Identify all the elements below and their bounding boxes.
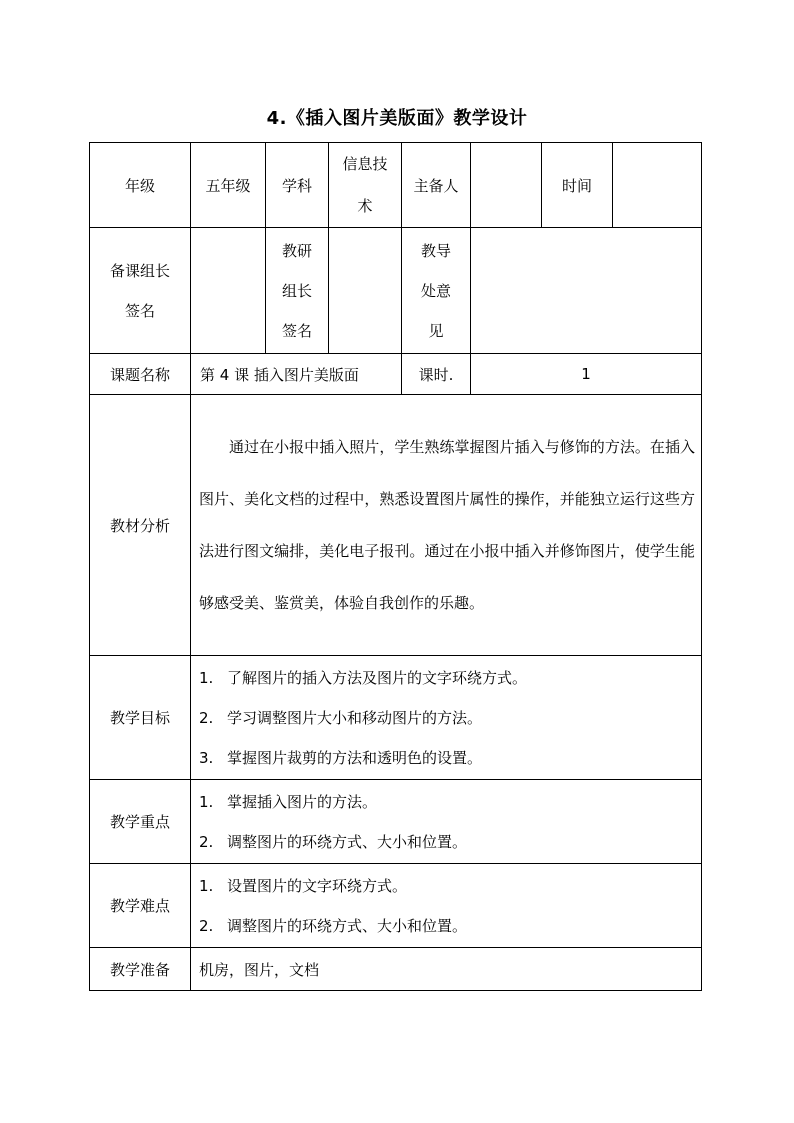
leader-sign-value bbox=[191, 228, 266, 354]
preparation-label: 教学准备 bbox=[90, 948, 191, 991]
key-points-label: 教学重点 bbox=[90, 780, 191, 864]
document-title: 4.《插入图片美版面》教学设计 bbox=[266, 108, 528, 129]
period-value: 1 bbox=[471, 354, 702, 395]
table-row-objectives bbox=[90, 656, 702, 780]
analysis-label: 教材分析 bbox=[90, 395, 191, 656]
lesson-plan-table bbox=[89, 142, 702, 991]
difficulties-label: 教学难点 bbox=[90, 864, 191, 948]
analysis-text: 通过在小报中插入照片，学生熟练掌握图片插入与修饰的方法。在插入图片、美化文档的过程中，熟悉设置图片属性的操作，并能独立运行这些方法进行图文编排，美化电子报刊。通过在小报中插入并修饰图片，使学生能够感受美、鉴赏美，体验自我创作的乐趣。 bbox=[191, 395, 702, 656]
preparer-value bbox=[471, 143, 542, 228]
table-row-difficulties bbox=[90, 864, 702, 948]
preparation-value: 机房，图片，文档 bbox=[191, 948, 702, 991]
table-row-topic bbox=[90, 354, 702, 395]
list-item: 1. 了解图片的插入方法及图片的文字环绕方式。 bbox=[199, 668, 528, 687]
topic-label: 课题名称 bbox=[90, 354, 191, 395]
objectives-list bbox=[191, 656, 702, 780]
subject-value: 信息技术 bbox=[329, 143, 402, 228]
list-item: 1. 设置图片的文字环绕方式。 bbox=[199, 876, 408, 895]
table-row-key-points bbox=[90, 780, 702, 864]
table-row-analysis bbox=[90, 395, 702, 656]
list-item: 2. 调整图片的环绕方式、大小和位置。 bbox=[199, 832, 468, 851]
table-row-signatures bbox=[90, 228, 702, 354]
time-label: 时间 bbox=[542, 143, 613, 228]
office-opinion-value bbox=[471, 228, 702, 354]
preparer-label: 主备人 bbox=[402, 143, 471, 228]
grade-label: 年级 bbox=[90, 143, 191, 228]
difficulties-list bbox=[191, 864, 702, 948]
research-sign-label: 教研组长签名 bbox=[266, 228, 329, 354]
topic-value: 第 4 课 插入图片美版面 bbox=[191, 354, 402, 395]
leader-sign-label: 备课组长签名 bbox=[90, 228, 191, 354]
office-opinion-label: 教导处意见 bbox=[402, 228, 471, 354]
table-row-preparation bbox=[90, 948, 702, 991]
key-points-list bbox=[191, 780, 702, 864]
table-row-grade bbox=[90, 143, 702, 228]
objectives-label: 教学目标 bbox=[90, 656, 191, 780]
list-item: 3. 掌握图片裁剪的方法和透明色的设置。 bbox=[199, 748, 483, 767]
list-item: 2. 学习调整图片大小和移动图片的方法。 bbox=[199, 708, 483, 727]
grade-value: 五年级 bbox=[191, 143, 266, 228]
subject-label: 学科 bbox=[266, 143, 329, 228]
list-item: 2. 调整图片的环绕方式、大小和位置。 bbox=[199, 916, 468, 935]
list-item: 1. 掌握插入图片的方法。 bbox=[199, 792, 378, 811]
period-label: 课时. bbox=[402, 354, 471, 395]
research-sign-value bbox=[329, 228, 402, 354]
time-value bbox=[613, 143, 702, 228]
